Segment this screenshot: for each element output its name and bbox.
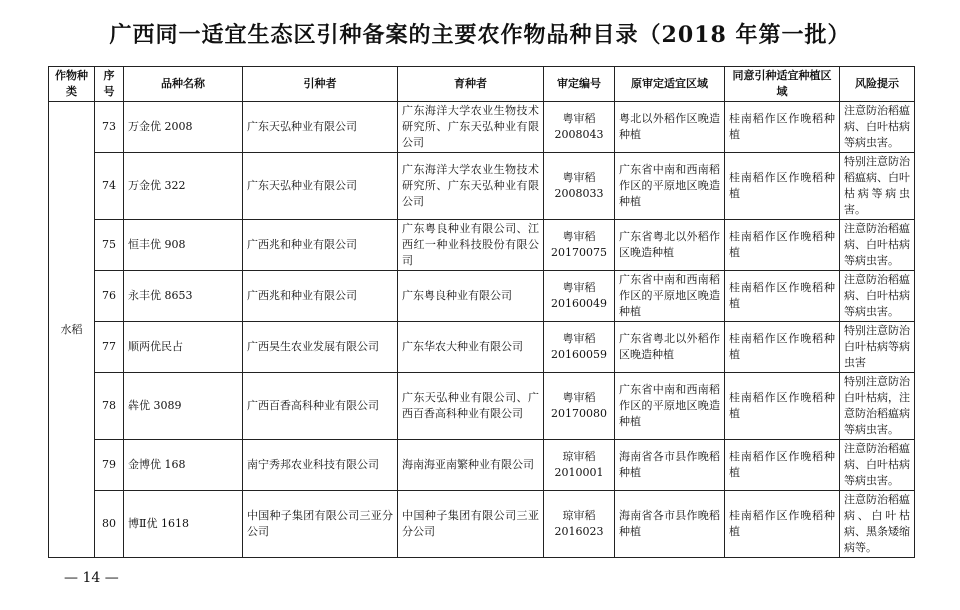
cell-original-area: 海南省各市县作晚稻种植 xyxy=(615,491,725,558)
cell-variety: 金博优 168 xyxy=(124,440,243,491)
cell-variety: 犇优 3089 xyxy=(124,373,243,440)
cell-approved-area: 桂南稻作区作晚稻种植 xyxy=(725,153,840,220)
table-body xyxy=(49,102,915,558)
cell-original-area: 广东省粤北以外稻作区晚造种植 xyxy=(615,322,725,373)
variety-catalog-table xyxy=(48,66,915,558)
cell-variety: 万金优 2008 xyxy=(124,102,243,153)
cell-breeder: 广东海洋大学农业生物技术研究所、广东天弘种业有限公司 xyxy=(398,102,544,153)
table-row xyxy=(49,153,915,220)
cell-variety: 万金优 322 xyxy=(124,153,243,220)
cell-introducer: 广西兆和种业有限公司 xyxy=(243,271,398,322)
cell-introducer: 广东天弘种业有限公司 xyxy=(243,102,398,153)
cell-seq: 79 xyxy=(95,440,124,491)
cell-breeder: 广东粤良种业有限公司 xyxy=(398,271,544,322)
cell-approved-area: 桂南稻作区作晚稻种植 xyxy=(725,373,840,440)
cell-original-area: 广东省中南和西南稻作区的平原地区晚造种植 xyxy=(615,271,725,322)
cell-breeder: 广东粤良种业有限公司、江西红一种业科技股份有限公司 xyxy=(398,220,544,271)
cell-variety: 永丰优 8653 xyxy=(124,271,243,322)
header-approval-no: 审定编号 xyxy=(544,67,615,102)
cell-variety: 博Ⅱ优 1618 xyxy=(124,491,243,558)
cell-risk: 注意防治稻瘟病、白叶枯病等病虫害。 xyxy=(840,102,915,153)
cell-approval-no: 粤审稻 20170075 xyxy=(544,220,615,271)
cell-original-area: 海南省各市县作晚稻种植 xyxy=(615,440,725,491)
cell-risk: 特别注意防治稻瘟病、白叶枯病等病虫害。 xyxy=(840,153,915,220)
cell-seq: 74 xyxy=(95,153,124,220)
cell-seq: 78 xyxy=(95,373,124,440)
header-seq: 序号 xyxy=(95,67,124,102)
cell-breeder: 广东华农大种业有限公司 xyxy=(398,322,544,373)
cell-approval-no: 琼审稻 2016023 xyxy=(544,491,615,558)
cell-risk: 注意防治稻瘟病、白叶枯病等病虫害。 xyxy=(840,440,915,491)
table-row xyxy=(49,102,915,153)
table-row xyxy=(49,491,915,558)
cell-introducer: 广西兆和种业有限公司 xyxy=(243,220,398,271)
cell-seq: 75 xyxy=(95,220,124,271)
cell-variety: 恒丰优 908 xyxy=(124,220,243,271)
cell-original-area: 粤北以外稻作区晚造种植 xyxy=(615,102,725,153)
cell-approval-no: 粤审稻 2008033 xyxy=(544,153,615,220)
cell-approved-area: 桂南稻作区作晚稻种植 xyxy=(725,102,840,153)
cell-variety: 顺两优民占 xyxy=(124,322,243,373)
table-row xyxy=(49,322,915,373)
document-title: 广西同一适宜生态区引种备案的主要农作物品种目录（2018 年第一批） xyxy=(109,22,851,48)
header-introducer: 引种者 xyxy=(243,67,398,102)
cell-approved-area: 桂南稻作区作晚稻种植 xyxy=(725,440,840,491)
header-variety: 品种名称 xyxy=(124,67,243,102)
cell-approval-no: 琼审稻 2010001 xyxy=(544,440,615,491)
table-row xyxy=(49,440,915,491)
header-original-area: 原审定适宜区域 xyxy=(615,67,725,102)
cell-approval-no: 粤审稻 20160059 xyxy=(544,322,615,373)
cell-introducer: 广西昊生农业发展有限公司 xyxy=(243,322,398,373)
cell-breeder: 中国种子集团有限公司三亚分公司 xyxy=(398,491,544,558)
cell-approved-area: 桂南稻作区作晚稻种植 xyxy=(725,220,840,271)
header-approved-area: 同意引种适宜种植区域 xyxy=(725,67,840,102)
cell-introducer: 南宁秀邦农业科技有限公司 xyxy=(243,440,398,491)
cell-seq: 76 xyxy=(95,271,124,322)
cell-risk: 注意防治稻瘟病、白叶枯病、黑条矮缩病等。 xyxy=(840,491,915,558)
cell-approval-no: 粤审稻 20170080 xyxy=(544,373,615,440)
cell-approval-no: 粤审稻 2008043 xyxy=(544,102,615,153)
cell-original-area: 广东省粤北以外稻作区晚造种植 xyxy=(615,220,725,271)
cell-introducer: 广西百香高科种业有限公司 xyxy=(243,373,398,440)
table-row xyxy=(49,220,915,271)
cell-approved-area: 桂南稻作区作晚稻种植 xyxy=(725,271,840,322)
table-header-row xyxy=(49,67,915,102)
cell-seq: 77 xyxy=(95,322,124,373)
cell-risk: 特别注意防治白叶枯病等病虫害 xyxy=(840,322,915,373)
cell-risk: 注意防治稻瘟病、白叶枯病等病虫害。 xyxy=(840,220,915,271)
table-row xyxy=(49,373,915,440)
header-risk: 风险提示 xyxy=(840,67,915,102)
cell-approved-area: 桂南稻作区作晚稻种植 xyxy=(725,491,840,558)
cell-approval-no: 粤审稻 20160049 xyxy=(544,271,615,322)
cell-risk: 注意防治稻瘟病、白叶枯病等病虫害。 xyxy=(840,271,915,322)
header-breeder: 育种者 xyxy=(398,67,544,102)
cell-seq: 80 xyxy=(95,491,124,558)
cell-seq: 73 xyxy=(95,102,124,153)
header-crop-type: 作物种类 xyxy=(49,67,95,102)
cell-approved-area: 桂南稻作区作晚稻种植 xyxy=(725,322,840,373)
cell-original-area: 广东省中南和西南稻作区的平原地区晚造种植 xyxy=(615,153,725,220)
table-row xyxy=(49,271,915,322)
cell-introducer: 广东天弘种业有限公司 xyxy=(243,153,398,220)
cell-crop-type: 水稻 xyxy=(49,102,95,558)
cell-risk: 特别注意防治白叶枯病，注意防治稻瘟病等病虫害。 xyxy=(840,373,915,440)
cell-introducer: 中国种子集团有限公司三亚分公司 xyxy=(243,491,398,558)
page-number: — 14 — xyxy=(64,570,119,586)
cell-original-area: 广东省中南和西南稻作区的平原地区晚造种植 xyxy=(615,373,725,440)
cell-breeder: 广东天弘种业有限公司、广西百香高科种业有限公司 xyxy=(398,373,544,440)
cell-breeder: 海南海亚南繁种业有限公司 xyxy=(398,440,544,491)
cell-breeder: 广东海洋大学农业生物技术研究所、广东天弘种业有限公司 xyxy=(398,153,544,220)
